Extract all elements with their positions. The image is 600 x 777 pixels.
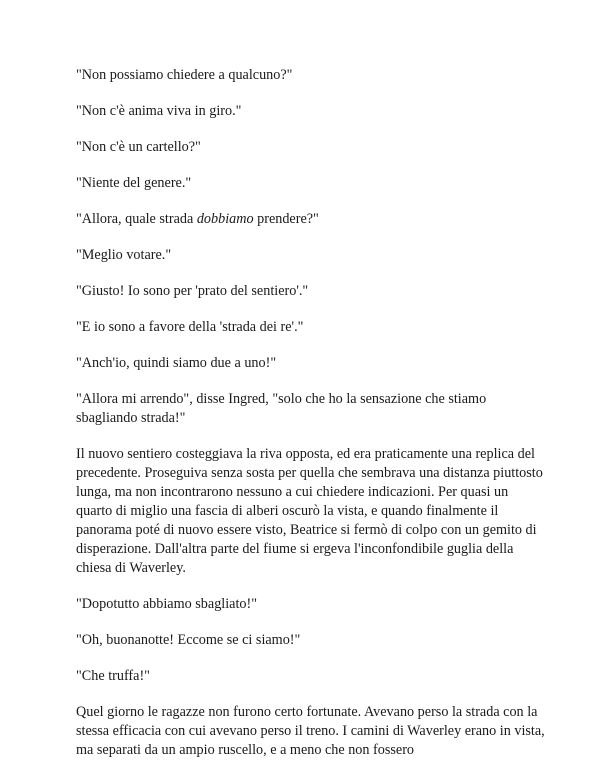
- dialogue-line: "Allora mi arrendo", disse Ingred, "solo che ho la sensazione che stiamo sbagliando strada!": [76, 391, 487, 426]
- text-segment: prendere?": [253, 211, 319, 227]
- dialogue-line: "Anch'io, quindi siamo due a uno!": [76, 355, 277, 371]
- document-page: [76, 66, 546, 777]
- dialogue-line: "Non c'è anima viva in giro.": [76, 103, 242, 119]
- emphasized-word: dobbiamo: [196, 211, 254, 227]
- dialogue-line: "Non c'è un cartello?": [76, 139, 201, 155]
- dialogue-line: "Giusto! Io sono per 'prato del sentiero'.": [76, 283, 309, 299]
- dialogue-line: "Che truffa!": [76, 668, 150, 684]
- dialogue-line: "Oh, buonanotte! Eccome se ci siamo!": [76, 632, 301, 648]
- dialogue-line: "Meglio votare.": [76, 247, 172, 263]
- text-segment: "Allora, quale strada: [76, 211, 197, 227]
- dialogue-line: "E io sono a favore della 'strada dei re'.": [76, 319, 304, 335]
- dialogue-line: "Niente del genere.": [76, 175, 192, 191]
- dialogue-line: "Dopotutto abbiamo sbagliato!": [76, 596, 258, 612]
- narrative-paragraph: Quel giorno le ragazze non furono certo fortunate. Avevano perso la strada con la stessa efficacia con cui avevano perso il treno. I camini di Waverley erano in vista, ma separati da un ampio ruscello, e a meno che non fossero: [76, 704, 545, 758]
- narrative-paragraph: Il nuovo sentiero costeggiava la riva opposta, ed era praticamente una replica del precedente. Proseguiva senza sosta per quella che sembrava una distanza piuttosto lunga, ma non incontrarono nessuno a cui chiedere indicazioni. Per quasi un quarto di miglio una fascia di alberi oscurò la vista, e quando finalmente il panorama poté di nuovo essere visto, Beatrice si fermò di colpo con un gemito di disperazione. Dall'altra parte del fiume si ergeva l'inconfondibile guglia della chiesa di Waverley.: [76, 446, 543, 576]
- dialogue-line: [76, 210, 546, 229]
- dialogue-line: "Non possiamo chiedere a qualcuno?": [76, 67, 293, 83]
